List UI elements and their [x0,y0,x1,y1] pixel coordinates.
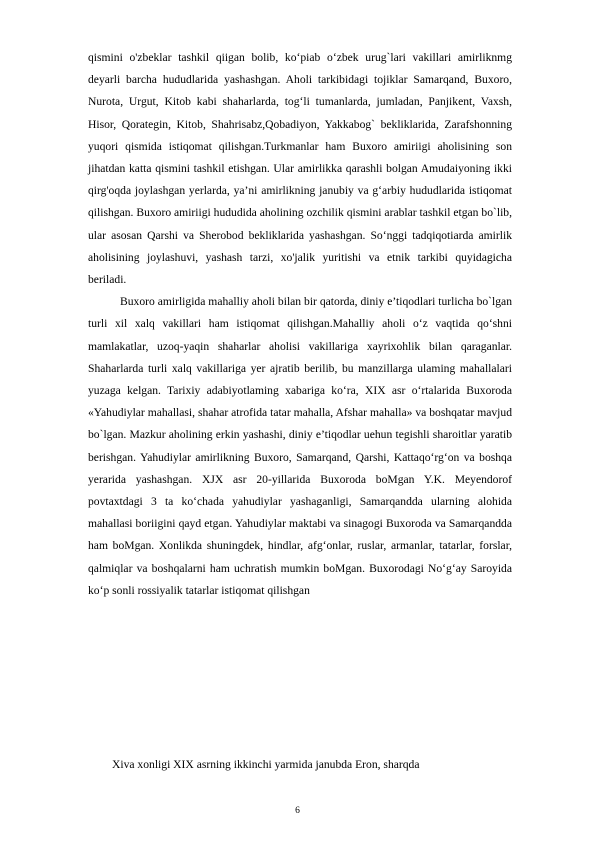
body-text [88,47,512,602]
page-number: 6 [295,806,300,816]
paragraph-3-start: Xiva xonligi XIX asrning ikkinchi yarmida janubda Eron, sharqda [112,758,420,771]
paragraph-2: Buxoro amirligida mahalliy aholi bilan bir qatorda, diniy e’tiqodlari turlicha bo`lgan turli xil xalq vakillari ham istiqomat qilishgan.Mahalliy aholi o‘z vaqtida qo‘shni mamlakatlar, uzoq-yaqin shaharlar aholisi vakillariga xayrixohlik bilan qaraganlar. Shaharlarda turli xalq vakillariga yer ajratib berilib, bu manzillarga ulaming mahallalari yuzaga kelgan. Tarixiy adabiyotlaming xabariga ko‘ra, XIX asr o‘rtalarida Buxoroda «Yahudiylar mahallasi, shahar atrofida tatar mahalla, Afshar mahalla» va boshqatar mavjud bo`lgan. Mazkur aholining erkin yashashi, diniy e’tiqodlar uehun tegishli sharoitlar yaratib berishgan. Yahudiylar amirlikning Buxoro, Samarqand, Qarshi, Kattaqo‘rg‘on va boshqa yerarida yashashgan. XJX asr 20-yillarida Buxoroda boMgan Y.K. Meyendorof povtaxtdagi 3 ta ko‘chada yahudiylar yashaganligi, Samarqandda ularning alohida mahallasi boriigini qayd etgan. Yahudiylar maktabi va sinagogi Buxoroda va Samarqandda ham boMgan. Xonlikda shuningdek, hindlar, afg‘onlar, ruslar, armanlar, tatarlar, forslar, qalmiqlar va boshqalarni ham uchratish mumkin boMgan. Buxorodagi No‘g‘ay Saroyida ko‘p sonli rossiyalik tatarlar istiqomat qilishgan [88,295,512,597]
paragraph-1: qismini o'zbeklar tashkil qiigan bolib, ko‘piab o‘zbek urug`lari vakillari amirliknmg deyarli barcha hududlarida yashashgan. Aholi tarkibidagi tojiklar Samarqand, Buxoro, Nurota, Urgut, Kitob kabi shaharlarda, tog‘li tumanlarda, jumladan, Panjikent, Vaxsh, Hisor, Qorategin, Kitob, Shahrisabz,Qobadiyon, Yakkabog` bekliklarida, Zarafshonning yuqori qismida istiqomat qilishgan.Turkmanlar ham Buxoro amiriigi aholisining son jihatdan katta qismini tashkil etishgan. Ular amirlikka qarashli bolgan Amudaiyoning ikki qirg'oqda joylashgan yerlarda, ya’ni amirlikning janubiy va g‘arbiy hududlarida istiqomat qilishgan. Buxoro amiriigi hududida aholining ozchilik qismini arablar tashkil etgan bo`lib, ular asosan Qarshi va Sherobod bekliklarida yashashgan. So‘nggi tadqiqotiarda amirlik aholisining joylashuvi, yashash tarzi, xo'jalik yuritishi va etnik tarkibi quyidagicha beriladi. [88,51,512,287]
